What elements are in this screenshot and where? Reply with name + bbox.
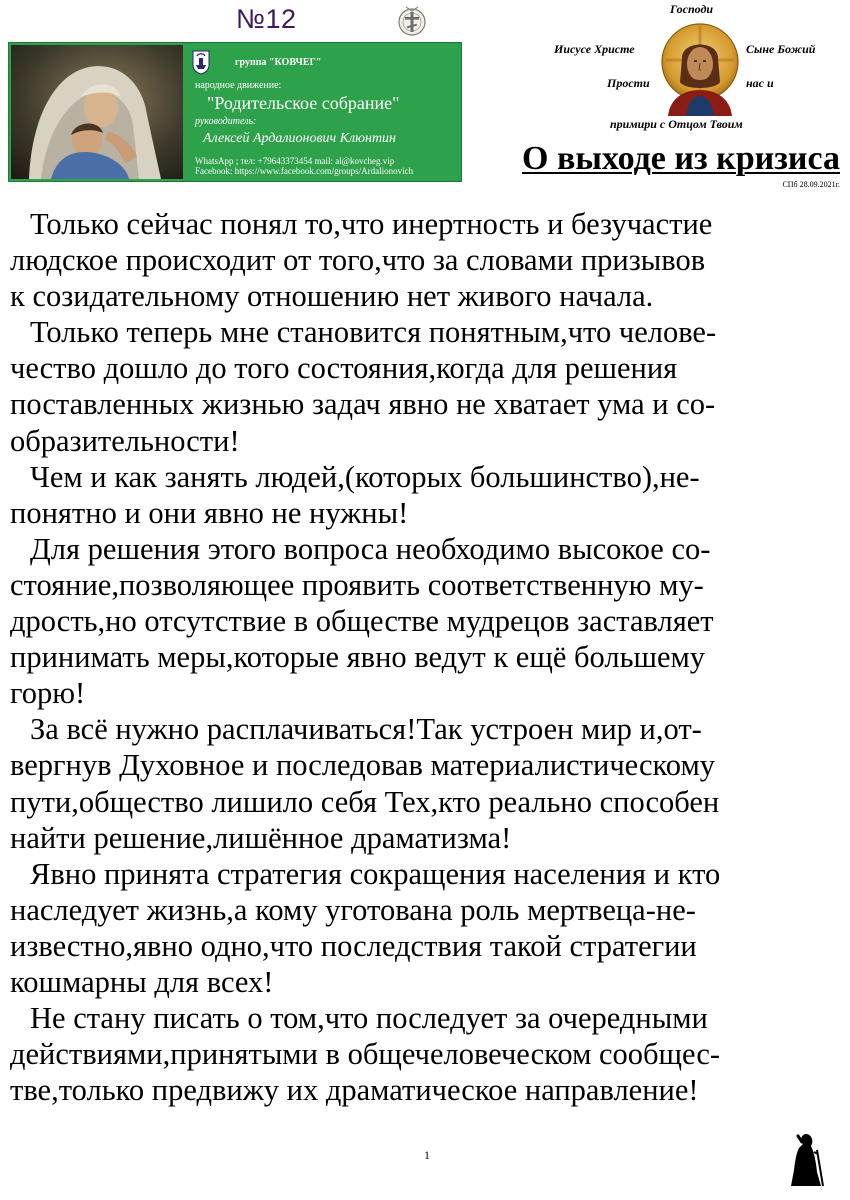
prayer-reconcile: примири с Отцом Твоим xyxy=(610,117,743,131)
text-line: образительности! xyxy=(10,423,240,458)
pilgrim-walker-icon xyxy=(786,1130,826,1188)
text-line: тве,только предвижу их драматическое направление! xyxy=(10,1073,699,1108)
article-title: О выходе из кризиса xyxy=(522,140,840,177)
text-line: найти решение,лишённое драматизма! xyxy=(10,820,512,855)
text-line: Только сейчас понял то,что инертность и безучастие xyxy=(30,207,713,241)
paragraph xyxy=(10,1000,842,1108)
banner-contact-whatsapp: WhatsApp ; тел: +79643373454 mail: al@kovcheg.vip xyxy=(195,156,395,166)
prayer-jesus-christ: Иисусе Христе xyxy=(554,42,635,56)
text-line: Только теперь мне становится понятным,что челове- xyxy=(30,315,717,350)
article-date: СПб 28.09.2021г. xyxy=(782,180,840,189)
text-line: чество дошло до того состояния,когда для решения xyxy=(10,351,678,386)
paragraph xyxy=(10,531,842,711)
paragraph xyxy=(10,206,842,314)
paragraph xyxy=(10,314,842,458)
paragraph xyxy=(10,459,842,531)
group-banner xyxy=(8,42,462,182)
text-line: кошмарны для всех! xyxy=(10,964,274,999)
paragraph xyxy=(10,856,842,1000)
text-line: понятно и они явно не нужны! xyxy=(10,495,409,530)
mother-child-painting xyxy=(11,45,183,179)
text-line: Явно принята стратегия сокращения населения и кто xyxy=(30,856,721,891)
banner-leader-label: руководитель: xyxy=(195,116,257,127)
banner-contacts xyxy=(195,156,413,176)
prayer-son-of-god: Сыне Божий xyxy=(746,42,816,56)
text-line: поставленных жизнью задач явно не хватает ума и со- xyxy=(10,387,716,422)
banner-movement-label: народное движение: xyxy=(195,80,282,91)
issue-number: №12 xyxy=(236,4,297,34)
text-line: Не стану писать о том,что последует за очередными xyxy=(30,1001,708,1036)
text-line: действиями,принятыми в общечеловеческом сообщес- xyxy=(10,1037,721,1072)
prayer-us-and: нас и xyxy=(746,76,774,90)
text-line: пути,общество лишило себя Тех,кто реально способен xyxy=(10,784,720,819)
text-line: вергнув Духовное и последовав материалистическому xyxy=(10,748,715,783)
text-line: к созидательному отношению нет живого начала. xyxy=(10,279,654,314)
text-line: Чем и как занять людей,(которых большинство),не- xyxy=(30,459,700,494)
text-line: Для решения этого вопроса необходимо высокое со- xyxy=(30,531,711,566)
text-line: горю! xyxy=(10,676,86,711)
banner-leader-name: Алексей Ардалионович Клюнтин xyxy=(203,131,397,146)
paragraph xyxy=(10,711,842,855)
orthodox-emblem-icon xyxy=(396,4,428,40)
prayer-forgive: Прости xyxy=(607,76,650,90)
banner-contact-facebook: Facebook: https://www.facebook.com/groups/Ardalionovich xyxy=(195,166,414,176)
text-line: За всё нужно расплачиваться!Так устроен мир и,от- xyxy=(30,712,702,747)
banner-group-name: группа "КОВЧЕГ" xyxy=(235,57,322,68)
ark-group-logo-icon xyxy=(191,49,211,75)
page-number: 1 xyxy=(424,1148,430,1162)
text-line: дрость,но отсутствие в обществе мудрецов заставляет xyxy=(10,604,714,639)
banner-assembly-name: "Родительское собрание" xyxy=(207,93,400,113)
text-line: принимать меры,которые явно ведут к ещё большему xyxy=(10,640,706,675)
christ-icon xyxy=(660,20,740,116)
text-line: людское происходит от того,что за словами призывов xyxy=(10,243,706,278)
article-body xyxy=(10,206,842,1108)
prayer-lord: Господи xyxy=(670,2,714,16)
text-line: известно,явно одно,что последствия такой стратегии xyxy=(10,928,697,963)
text-line: наследует жизнь,а кому уготована роль мертвеца-не- xyxy=(10,892,696,927)
text-line: стояние,позволяющее проявить соответственную му- xyxy=(10,567,704,602)
